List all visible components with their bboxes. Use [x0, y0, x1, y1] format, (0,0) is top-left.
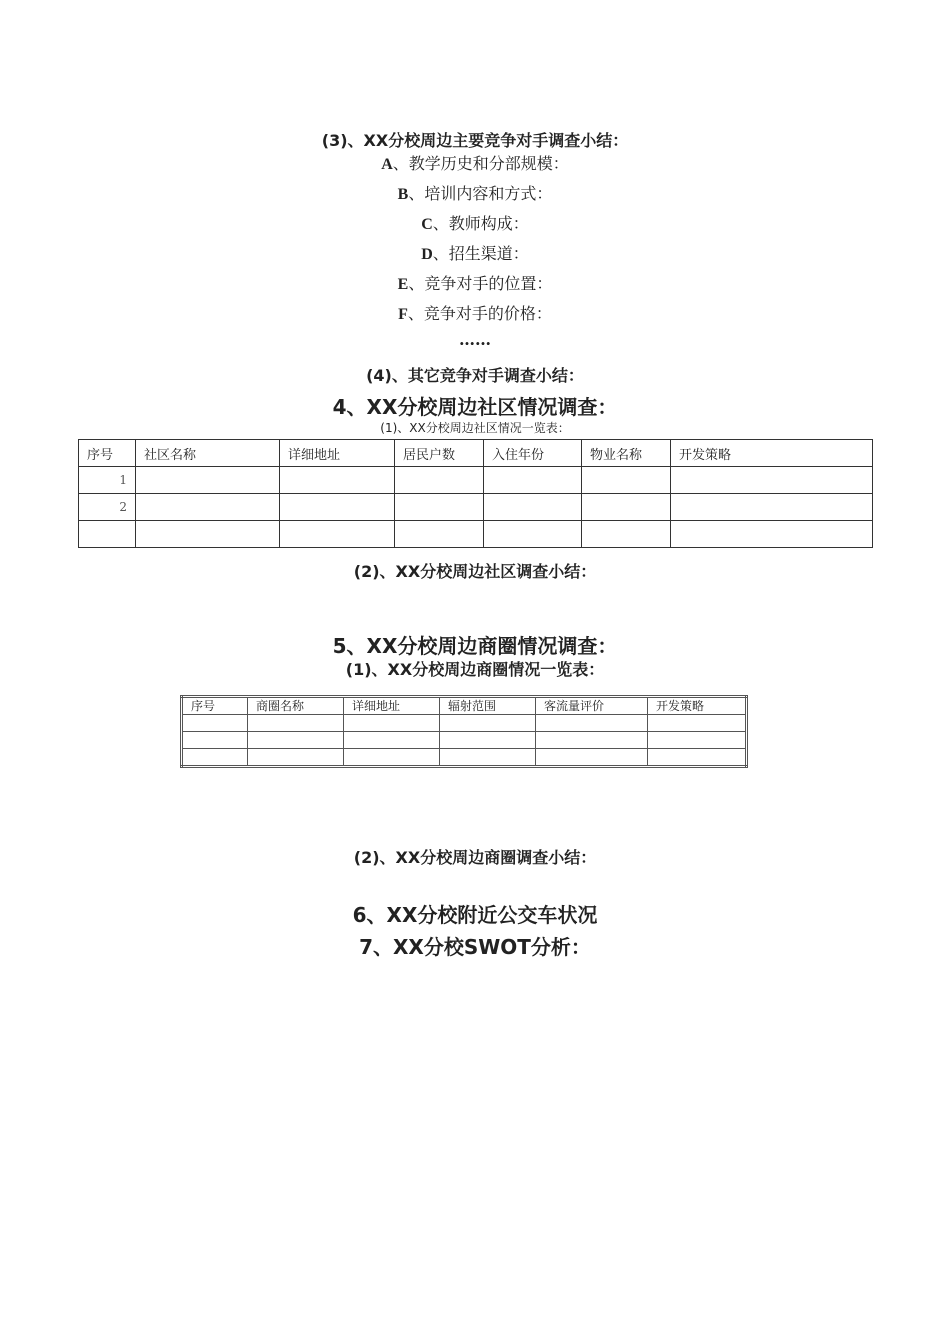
- table-cell[interactable]: [182, 715, 248, 732]
- table-cell[interactable]: [182, 732, 248, 749]
- section-6-heading: 6、XX分校附近公交车状况: [352, 903, 598, 927]
- header-cell: 入住年份: [484, 440, 582, 467]
- item-a-text: 、教学历史和分部规模：: [392, 154, 569, 173]
- row-number: 2: [79, 494, 136, 521]
- table-cell[interactable]: [280, 521, 395, 548]
- community-table-caption: (1)、XX分校周边社区情况一览表：: [380, 421, 570, 435]
- table-cell[interactable]: [182, 749, 248, 767]
- table-cell[interactable]: [671, 467, 873, 494]
- ellipsis: ……: [459, 330, 491, 349]
- item-e: [0, 271, 950, 294]
- table-cell[interactable]: [440, 749, 536, 767]
- item-b-text: 、培训内容和方式：: [408, 184, 553, 203]
- item-e-text: 、竞争对手的位置：: [408, 274, 553, 293]
- header-cell: 客流量评价: [536, 697, 648, 715]
- table-cell[interactable]: [536, 749, 648, 767]
- item-b: [0, 181, 950, 204]
- item-f-text: 、竞争对手的价格：: [407, 304, 552, 323]
- table-cell[interactable]: [671, 521, 873, 548]
- item-e-letter: E: [397, 276, 409, 293]
- section-7-heading: 7、XX分校SWOT分析：: [359, 935, 591, 959]
- table-cell[interactable]: [280, 467, 395, 494]
- business-district-table: [180, 695, 748, 768]
- table-cell[interactable]: [248, 732, 344, 749]
- item-a-letter: A: [381, 156, 393, 173]
- header-cell: 详细地址: [344, 697, 440, 715]
- table-cell[interactable]: [671, 494, 873, 521]
- item-f-letter: F: [398, 306, 408, 323]
- table-cell[interactable]: [582, 494, 671, 521]
- header-cell: 开发策略: [671, 440, 873, 467]
- section-4-summary-title: (4)、其它竞争对手调查小结：: [366, 366, 584, 385]
- table-row: [182, 732, 747, 749]
- table-cell[interactable]: [248, 749, 344, 767]
- table-cell[interactable]: [440, 732, 536, 749]
- table-cell[interactable]: [344, 715, 440, 732]
- table-row: [79, 521, 873, 548]
- header-cell: 居民户数: [395, 440, 484, 467]
- table-cell[interactable]: [440, 715, 536, 732]
- table-cell[interactable]: [648, 749, 747, 767]
- header-cell: 开发策略: [648, 697, 747, 715]
- table-cell[interactable]: [248, 715, 344, 732]
- community-table: [78, 439, 873, 548]
- table-cell[interactable]: [395, 521, 484, 548]
- table-cell[interactable]: [484, 521, 582, 548]
- item-c-text: 、教师构成：: [432, 214, 529, 233]
- row-number: 1: [79, 467, 136, 494]
- header-cell: 辐射范围: [440, 697, 536, 715]
- header-cell: 序号: [182, 697, 248, 715]
- table-cell[interactable]: [536, 715, 648, 732]
- header-cell: 详细地址: [280, 440, 395, 467]
- table-cell[interactable]: [280, 494, 395, 521]
- table-cell[interactable]: [136, 521, 280, 548]
- item-c: [0, 211, 950, 234]
- table-row: [79, 467, 873, 494]
- table-cell[interactable]: [344, 749, 440, 767]
- business-summary-title: (2)、XX分校周边商圈调查小结：: [353, 848, 597, 867]
- community-summary-title: (2)、XX分校周边社区调查小结：: [353, 562, 597, 581]
- table-cell[interactable]: [536, 732, 648, 749]
- item-d: [0, 241, 950, 264]
- section-3-title: (3)、XX分校周边主要竞争对手调查小结：: [321, 131, 629, 150]
- table-cell[interactable]: [136, 467, 280, 494]
- table-cell[interactable]: [484, 467, 582, 494]
- table-row: [182, 749, 747, 767]
- item-d-text: 、招生渠道：: [432, 244, 529, 263]
- item-b-letter: B: [397, 186, 409, 203]
- table-cell[interactable]: [582, 521, 671, 548]
- table-cell[interactable]: [395, 467, 484, 494]
- item-c-letter: C: [421, 216, 433, 233]
- community-table-header-row: [79, 440, 873, 467]
- business-table-header-row: [182, 697, 747, 715]
- table-cell[interactable]: [344, 732, 440, 749]
- item-a: [0, 151, 950, 174]
- item-f: [0, 301, 950, 324]
- item-d-letter: D: [421, 246, 433, 263]
- section-5-heading: 5、XX分校周边商圈情况调查：: [332, 634, 618, 658]
- table-row: [182, 715, 747, 732]
- header-cell: 社区名称: [136, 440, 280, 467]
- table-cell[interactable]: [648, 715, 747, 732]
- table-cell[interactable]: [136, 494, 280, 521]
- table-cell[interactable]: [648, 732, 747, 749]
- header-cell: 物业名称: [582, 440, 671, 467]
- header-cell: 序号: [79, 440, 136, 467]
- section-4-heading: 4、XX分校周边社区情况调查：: [332, 395, 618, 419]
- row-number: [79, 521, 136, 548]
- header-cell: 商圈名称: [248, 697, 344, 715]
- table-cell[interactable]: [582, 467, 671, 494]
- table-cell[interactable]: [484, 494, 582, 521]
- business-table-caption: (1)、XX分校周边商圈情况一览表：: [345, 660, 605, 679]
- table-row: [79, 494, 873, 521]
- table-cell[interactable]: [395, 494, 484, 521]
